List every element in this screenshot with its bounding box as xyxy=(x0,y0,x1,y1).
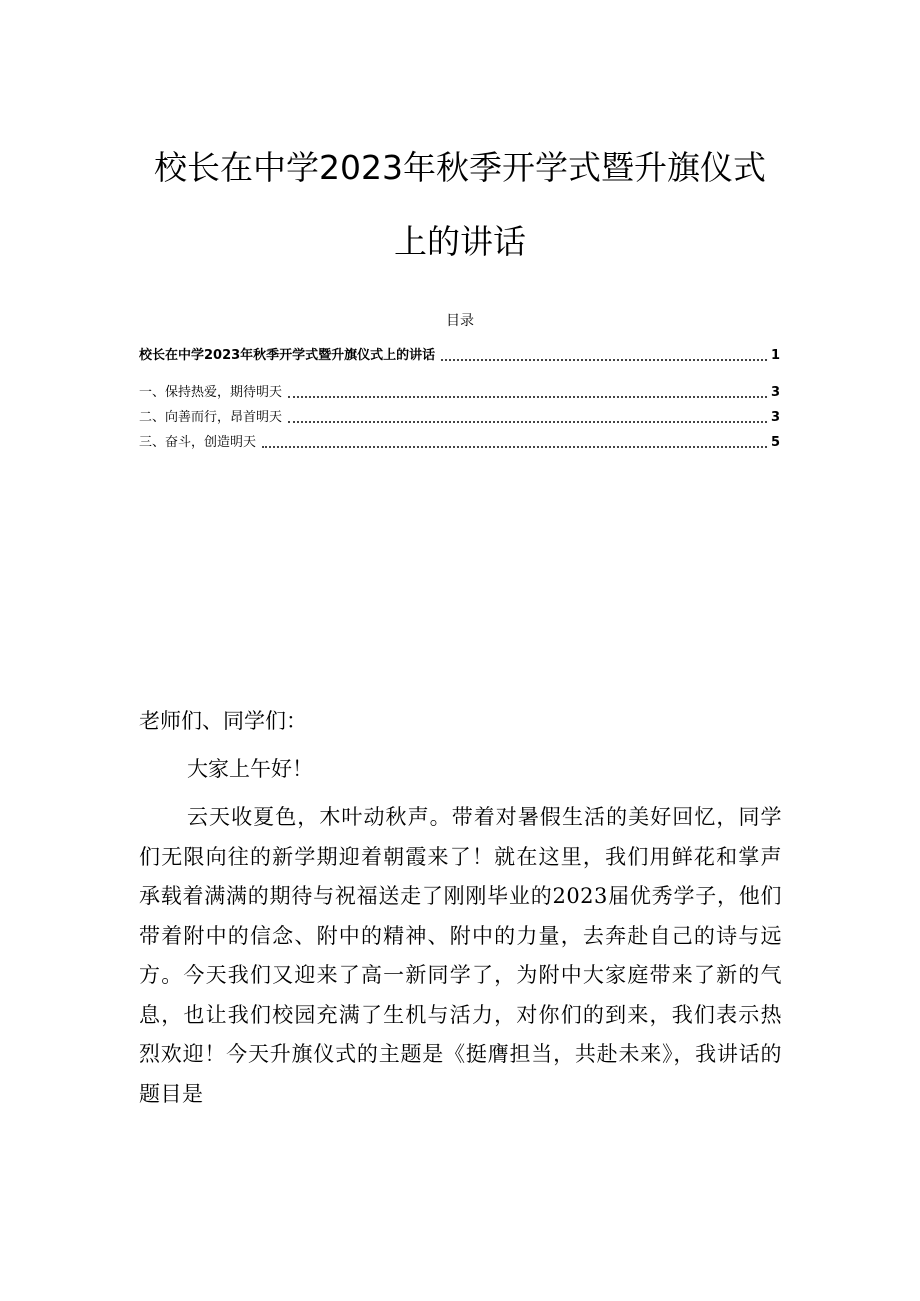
document-title-line-2: 上的讲话 xyxy=(394,222,526,261)
toc-heading: 目录 xyxy=(446,313,474,329)
toc-entry-section-3[interactable] xyxy=(139,431,780,451)
document-title-line-1: 校长在中学2023年秋季开学式暨升旗仪式 xyxy=(154,148,766,187)
toc-entry-section-2[interactable] xyxy=(139,406,780,426)
toc-entry-label: 三、奋斗，创造明天 xyxy=(139,435,257,450)
body-paragraph: 云天收夏色，木叶动秋声。带着对暑假生活的美好回忆，同学们无限向往的新学期迎着朝霞来了！就在这里，我们用鲜花和掌声承载着满满的期待与祝福送走了刚刚毕业的2023届优秀学子，他们带着附中的信念、附中的精神、附中的力量，去奔赴自己的诗与远方。今天我们又迎来了高一新同学了，为附中大家庭带来了新的气息，也让我们校园充满了生机与活力，对你们的到来，我们表示热烈欢迎！今天升旗仪式的主题是《挺膺担当，共赴未来》，我讲话的题目是 xyxy=(139,805,782,1106)
toc-entry-label: 一、保持热爱，期待明天 xyxy=(139,385,283,400)
toc-entry-page: 5 xyxy=(770,435,780,450)
toc-entry-page: 1 xyxy=(770,348,780,363)
salutation: 老师们、同学们： xyxy=(139,709,307,733)
toc-dot-leader xyxy=(288,395,767,398)
toc-entry-label: 校长在中学2023年秋季开学式暨升旗仪式上的讲话 xyxy=(139,348,436,363)
toc-entry-section-1[interactable] xyxy=(139,381,780,401)
toc-entry-page: 3 xyxy=(770,385,780,400)
greeting: 大家上午好！ xyxy=(187,757,313,781)
toc-entry-main[interactable] xyxy=(139,344,780,364)
toc-entry-label: 二、向善而行，昂首明天 xyxy=(139,410,283,425)
toc-entry-page: 3 xyxy=(770,410,780,425)
toc-dot-leader xyxy=(441,358,767,361)
toc-dot-leader xyxy=(288,420,767,423)
toc-dot-leader xyxy=(262,445,767,448)
